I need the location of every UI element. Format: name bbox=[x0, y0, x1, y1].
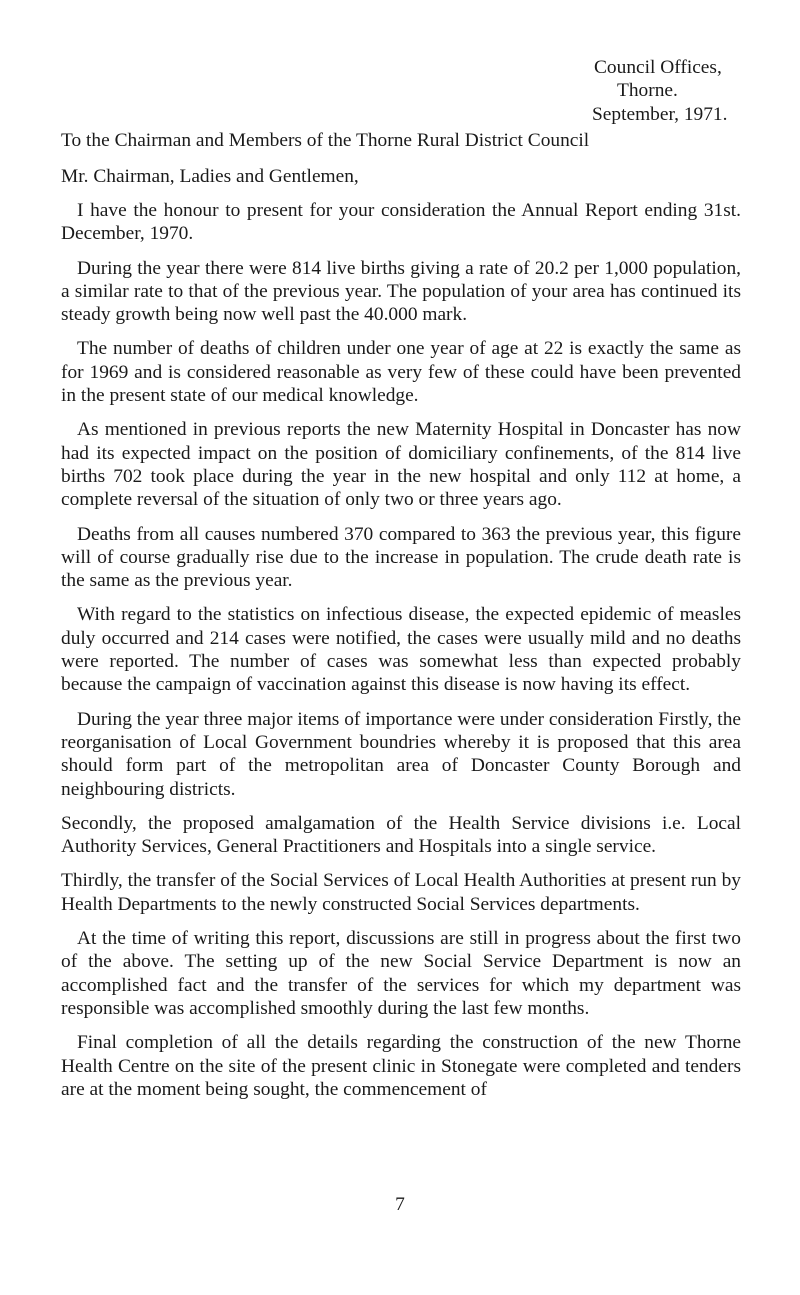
paragraph-10: At the time of writing this report, discussions are still in progress about the first two of the above. The setting up of the new Social Service Department is now an accomplished fact and the transfer of the services for which my department was responsible was accomplished smoothly during the last few months. bbox=[61, 928, 741, 1019]
paragraph-1: I have the honour to present for your consideration the Annual Report ending 31st. December, 1970. bbox=[61, 200, 741, 245]
page-number: 7 bbox=[395, 1194, 405, 1215]
address-line-2: Thorne. bbox=[617, 80, 678, 102]
paragraph-4: As mentioned in previous reports the new Maternity Hospital in Doncaster has now had its expected impact on the position of domiciliary confinements, of the 814 live births 702 took place during the year in the new hospital and only 112 at home, a complete reversal of the situation of only two or three years ago. bbox=[61, 419, 741, 511]
address-line-1: Council Offices, bbox=[594, 57, 722, 78]
paragraph-9: Thirdly, the transfer of the Social Services of Local Health Authorities at present run by Health Departments to the newly constructed Social Services departments. bbox=[61, 870, 741, 915]
paragraph-3: The number of deaths of children under one year of age at 22 is exactly the same as for 1969 and is considered reasonable as very few of these could have been prevented in the present state of our medical knowledge. bbox=[61, 338, 741, 407]
report-body bbox=[61, 199, 741, 1112]
paragraph-5: Deaths from all causes numbered 370 compared to 363 the previous year, this figure will of course gradually rise due to the increase in population. The crude death rate is the same as the previous year. bbox=[61, 523, 741, 592]
paragraph-7: During the year three major items of importance were under consideration Firstly, the reorganisation of Local Government boundries whereby it is proposed that this area should form part of the metropolitan area of Doncaster County Borough and neighbouring districts. bbox=[61, 708, 741, 800]
salutation: Mr. Chairman, Ladies and Gentlemen, bbox=[61, 166, 359, 187]
paragraph-2: During the year there were 814 live births giving a rate of 20.2 per 1,000 population, a similar rate to that of the previous year. The population of your area has continued its steady growth being now well past the 40.000 mark. bbox=[61, 257, 741, 326]
paragraph-6: With regard to the statistics on infectious disease, the expected epidemic of measles duly occurred and 214 cases were notified, the cases were usually mild and no deaths were reported. The number of cases was somewhat less than expected probably because the campaign of vaccination against this disease is now having its effect. bbox=[61, 604, 741, 696]
address-line-3: September, 1971. bbox=[592, 103, 728, 125]
paragraph-8: Secondly, the proposed amalgamation of the Health Service divisions i.e. Local Authority Services, General Practitioners and Hospitals into a single service. bbox=[61, 812, 741, 858]
sender-address bbox=[560, 56, 760, 126]
addressee-line: To the Chairman and Members of the Thorne Rural District Council bbox=[61, 130, 590, 151]
paragraph-11: Final completion of all the details regarding the construction of the new Thorne Health Centre on the site of the present clinic in Stonegate were completed and tenders are at the moment being sought, the commencement of bbox=[61, 1032, 741, 1100]
